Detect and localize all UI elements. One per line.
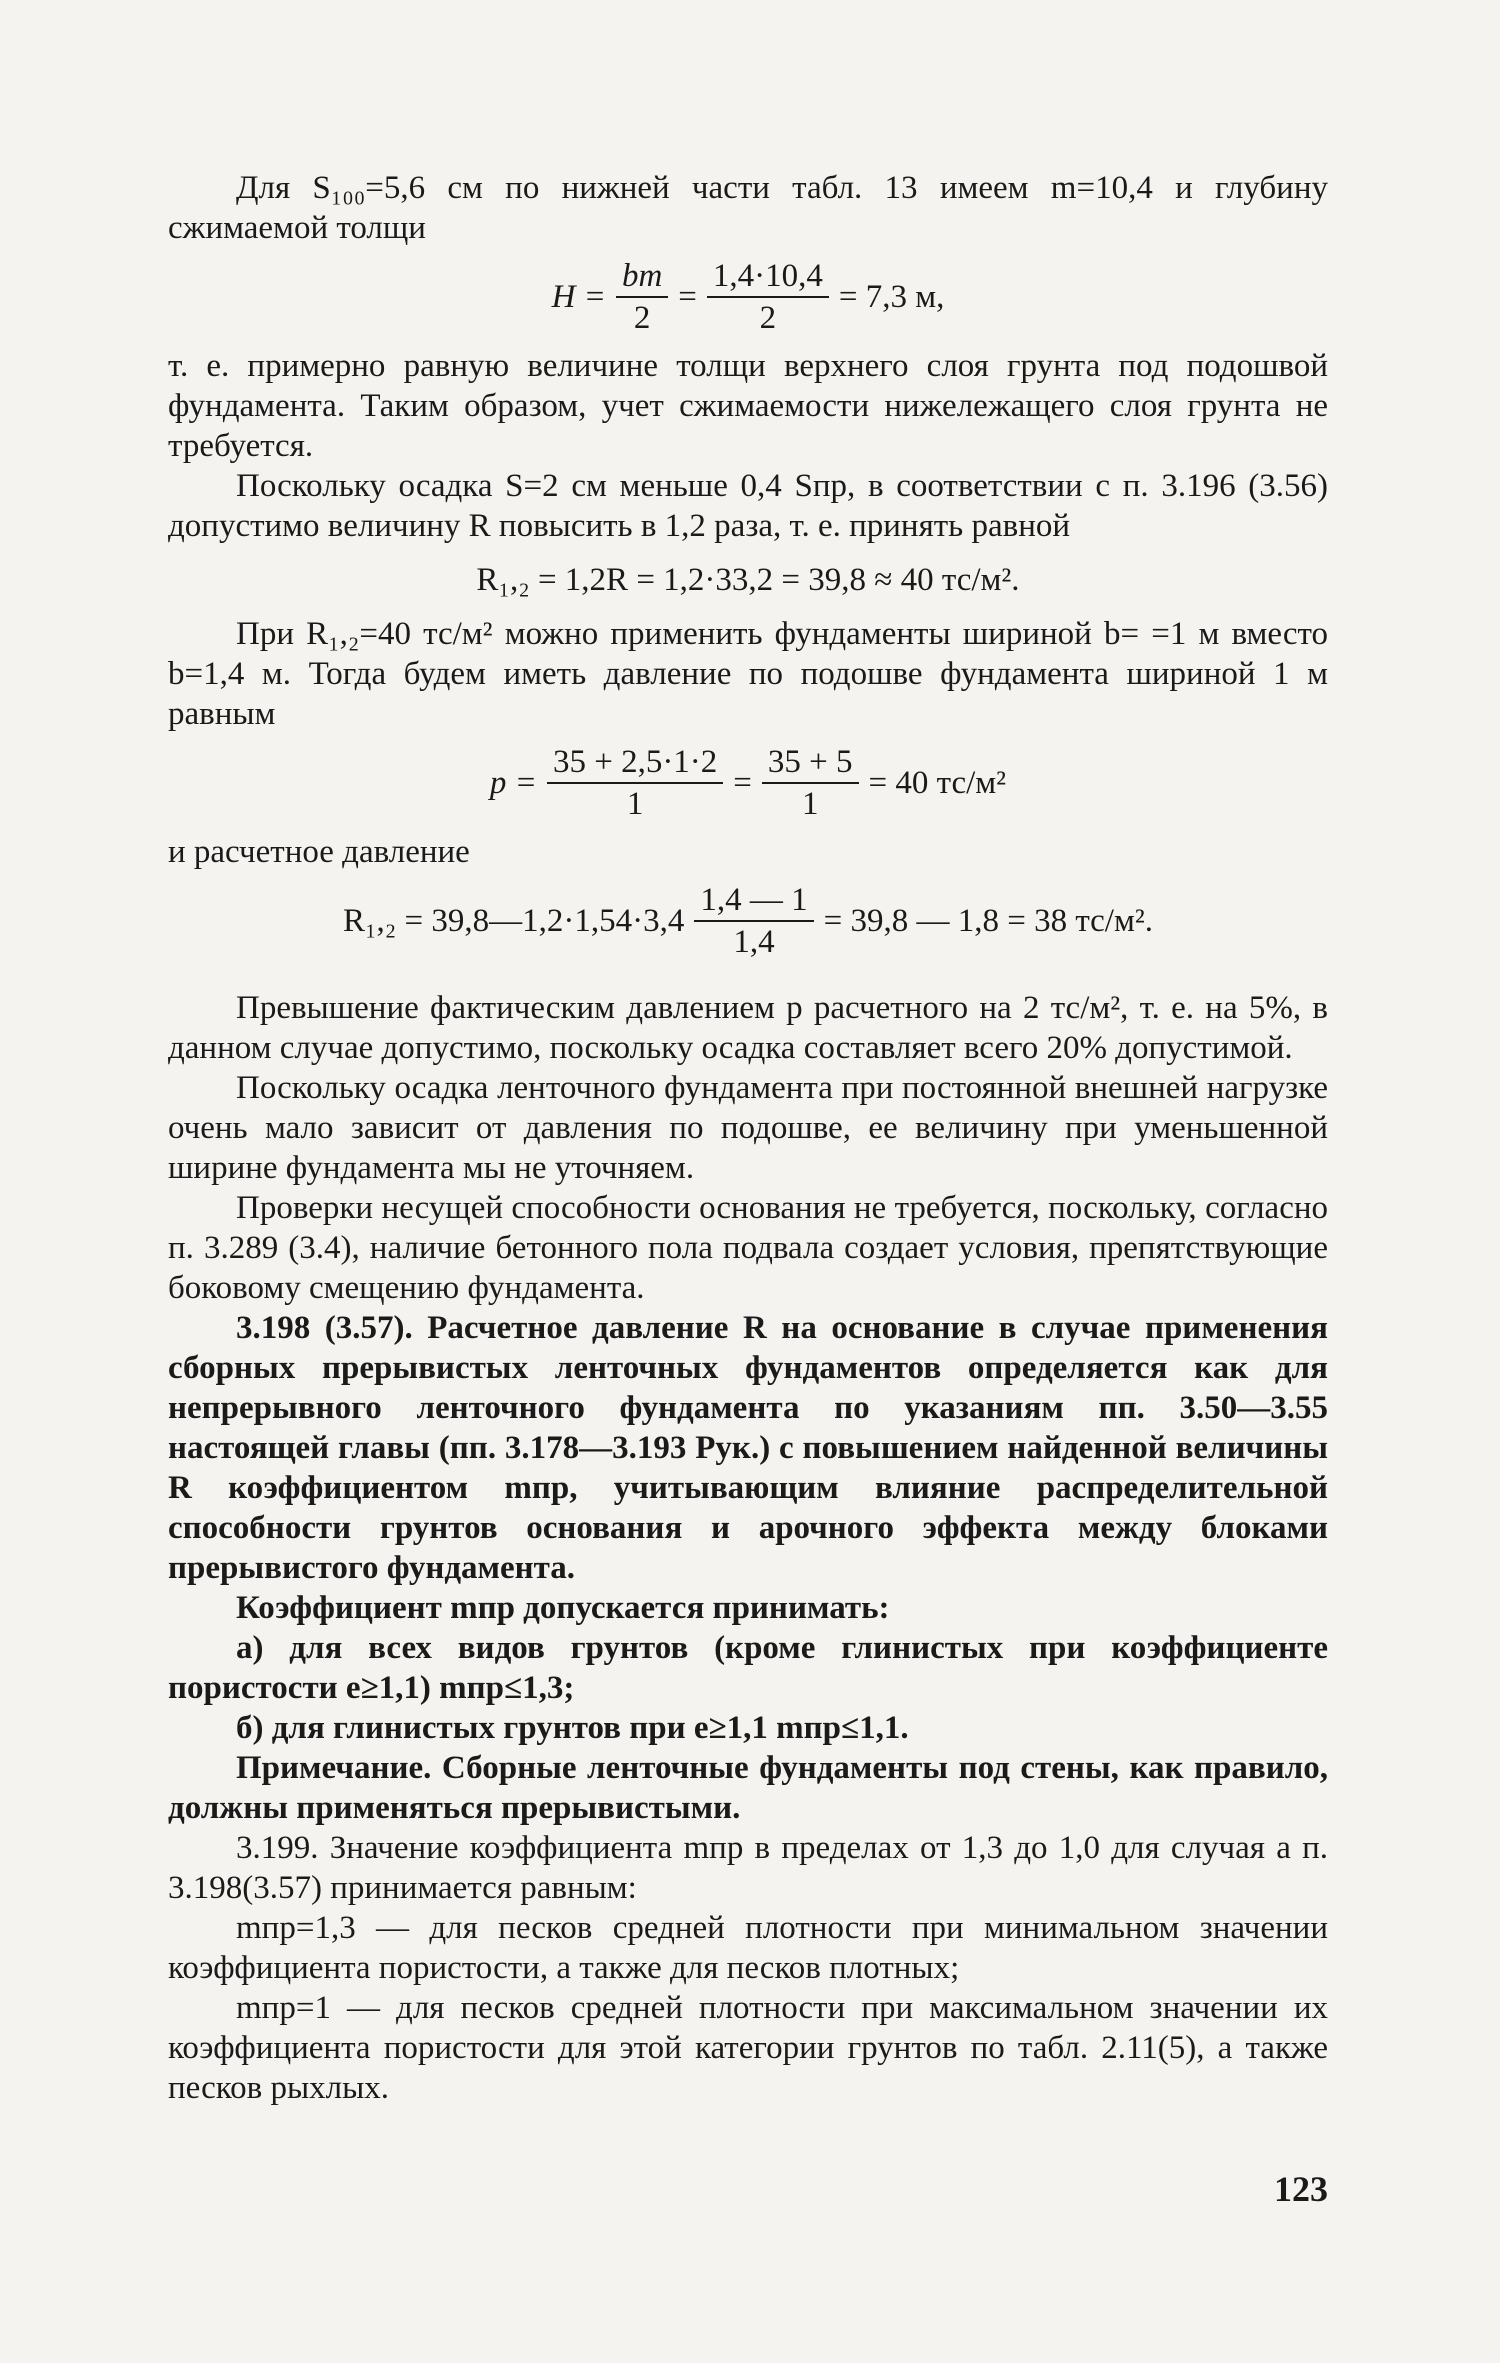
fraction-numerator: 1,4 — 1 xyxy=(694,880,813,922)
paragraph: Превышение фактическим давлением p расчетного на 2 тс/м², т. е. на 5%, в данном случае допустимо, поскольку осадка составляет всего 20% допустимой. xyxy=(168,990,1328,1066)
page-number: 123 xyxy=(1274,2169,1328,2209)
fraction xyxy=(616,256,668,338)
paragraph: Поскольку осадка S=2 см меньше 0,4 Sпр, в соответствии с п. 3.196 (3.56) допустимо величину R повысить в 1,2 раза, т. е. принять равной xyxy=(168,468,1328,544)
formula-r12 xyxy=(168,560,1328,600)
paragraph-section-3-199: 3.199. Значение коэффициента mпр в пределах от 1,3 до 1,0 для случая a п. 3.198(3.57) принимается равным: xyxy=(168,1830,1328,1906)
note-paragraph: Примечание. Сборные ленточные фундаменты под стены, как правило, должны применяться прерывистыми. xyxy=(168,1750,1328,1826)
fraction-denominator: 2 xyxy=(633,300,651,336)
page-content xyxy=(168,168,1328,2108)
list-item-b: б) для глинистых грунтов при e≥1,1 mпр≤1,1. xyxy=(236,1710,909,1746)
fraction-denominator: 1 xyxy=(801,786,819,822)
fraction-numerator: 1,4·10,4 xyxy=(707,256,829,298)
formula-r12-calc xyxy=(168,880,1328,962)
formula-right: = 39,8 — 1,8 = 38 тс/м². xyxy=(823,903,1153,939)
formula-left: R₁,₂ = 39,8—1,2·1,54·3,4 xyxy=(342,903,685,939)
formula-text: R₁,₂ = 1,2R = 1,2·33,2 = 39,8 ≈ 40 тс/м². xyxy=(476,562,1020,598)
fraction-denominator: 1 xyxy=(626,786,644,822)
fraction xyxy=(707,256,829,338)
equals-sign: = xyxy=(678,279,697,315)
paragraph: Проверки несущей способности основания не требуется, поскольку, согласно п. 3.289 (3.4), наличие бетонного пола подвала создает условия, препятствующие боковому смещению фундамента. xyxy=(168,1190,1328,1306)
fraction-numerator: 35 + 2,5·1·2 xyxy=(547,742,723,784)
paragraph: При R₁,₂=40 тс/м² можно применить фундаменты шириной b= =1 м вместо b=1,4 м. Тогда будем иметь давление по подошве фундамента шириной 1 м равным xyxy=(168,616,1328,732)
fraction xyxy=(762,742,859,824)
equals-sign: = xyxy=(733,765,752,801)
formula-p xyxy=(168,742,1328,824)
fraction xyxy=(694,880,813,962)
formula-h xyxy=(168,256,1328,338)
fraction-numerator: bm xyxy=(616,256,668,298)
formula-right: = 40 тс/м² xyxy=(868,765,1007,801)
spacer xyxy=(168,970,1328,988)
formula-left: H = xyxy=(551,279,606,315)
formula-left: p = xyxy=(489,765,537,801)
paragraph-section-3-198: 3.198 (3.57). Расчетное давление R на основание в случае применения сборных прерывистых ленточных фундаментов определяется как для непрерывного ленточного фундамента по указаниям пп. 3.50—3.55 настоящей главы (пп. 3.178—3.193 Рук.) с повышением найденной величины R коэффициентом mпр, учитывающим влияние распределительной способности грунтов основания и арочного эффекта между блоками прерывистого фундамента. xyxy=(168,1310,1328,1586)
paragraph: Коэффициент mпр допускается принимать: xyxy=(236,1590,890,1626)
list-item-a: а) для всех видов грунтов (кроме глинистых при коэффициенте пористости e≥1,1) mпр≤1,3; xyxy=(168,1630,1328,1706)
paragraph: и расчетное давление xyxy=(168,834,470,870)
paragraph: mпр=1,3 — для песков средней плотности при минимальном значении коэффициента пористости, а также для песков плотных; xyxy=(168,1910,1328,1986)
paragraph: Для S₁₀₀=5,6 см по нижней части табл. 13 имеем m=10,4 и глубину сжимаемой толщи xyxy=(168,170,1328,246)
fraction xyxy=(547,742,723,824)
fraction-denominator: 1,4 xyxy=(733,924,775,960)
fraction-numerator: 35 + 5 xyxy=(762,742,859,784)
paragraph: mпр=1 — для песков средней плотности при максимальном значении их коэффициента пористости для этой категории грунтов по табл. 2.11(5), а также песков рыхлых. xyxy=(168,1990,1328,2106)
paragraph: т. е. примерно равную величине толщи верхнего слоя грунта под подошвой фундамента. Таким образом, учет сжимаемости нижележащего слоя грунта не требуется. xyxy=(168,348,1328,464)
formula-right: = 7,3 м, xyxy=(838,279,945,315)
paragraph: Поскольку осадка ленточного фундамента при постоянной внешней нагрузке очень мало зависит от давления по подошве, ее величину при уменьшенной ширине фундамента мы не уточняем. xyxy=(168,1070,1328,1186)
fraction-denominator: 2 xyxy=(759,300,777,336)
